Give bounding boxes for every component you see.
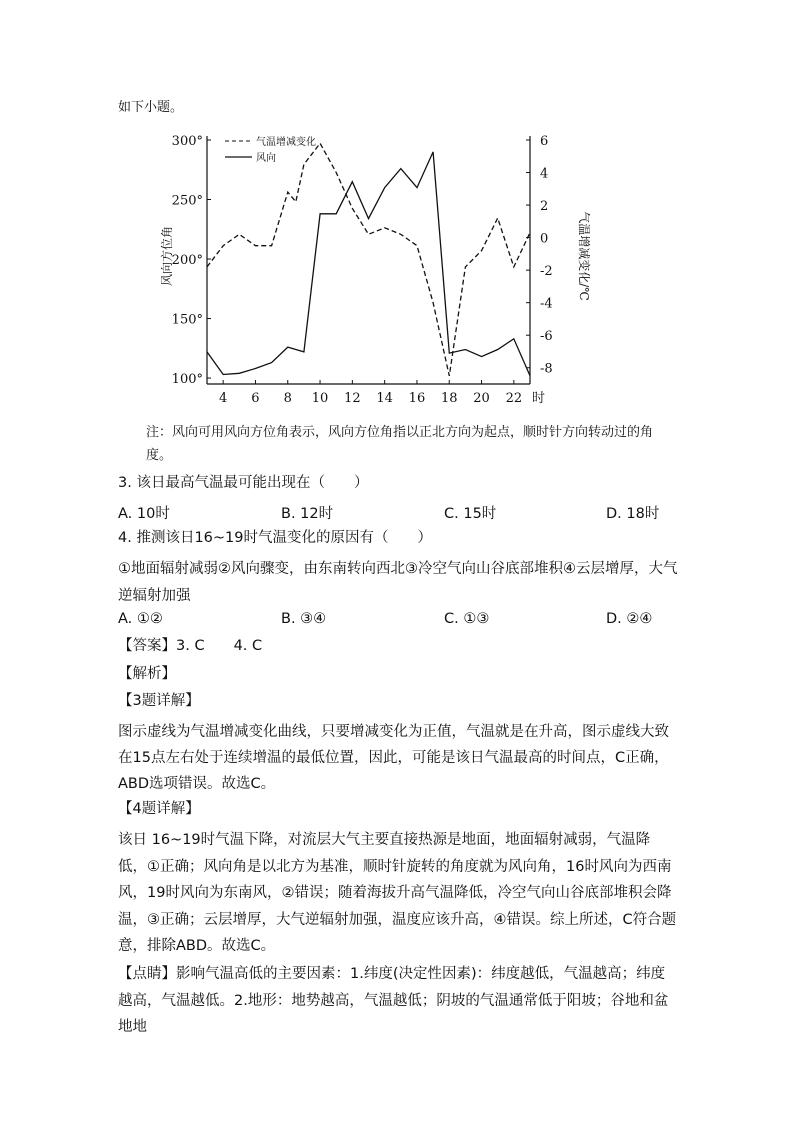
x-tick-label: 14	[376, 391, 393, 406]
q4-option-b: B. ③④	[281, 611, 327, 627]
left-tick-label: 100°	[171, 372, 203, 388]
detail-4-body: 该日 16~19时气温下降，对流层大气主要直接热源是地面，地面辐射减弱，气温降低，①正确；风向角是以北方为基准，顺时针旋转的角度就为风向角，16时风向为西南风，19时风向为东南风，②错误；随着海拔升高气温降低，冷空气向山谷底部堆积会降温，③正确；云层增厚，大气逆辐射加强，温度应该升高，④错误。综上所述，C符合题意，排除ABD。故选C。	[118, 832, 677, 954]
temp-change-line	[207, 143, 530, 376]
right-tick-label: -6	[540, 329, 553, 345]
left-tick-label: 200°	[171, 253, 203, 269]
chart-note: 注：风向可用风向方位角表示，风向方位角指以正北方向为起点，顺时针方向转动过的角度。	[146, 425, 654, 463]
tip-paragraph: 【点睛】影响气温高低的主要因素：1.纬度(决定性因素)：纬度越低，气温越高；纬度越高，气温越低。2.地形：地势越高，气温越低；阴坡的气温通常低于阳坡；谷地和盆地地	[118, 966, 669, 1035]
intro-text: 如下小题。	[118, 100, 184, 115]
left-tick-label: 250°	[171, 193, 203, 209]
legend-label-temp-change: 气温增减变化	[256, 137, 316, 148]
x-tick-label: 4	[219, 391, 228, 406]
left-tick-label: 300°	[171, 134, 203, 149]
legend-label-wind-direction: 风向	[256, 153, 276, 164]
x-tick-label: 20	[473, 391, 490, 406]
right-tick-label: 2	[540, 199, 549, 215]
wind-temperature-chart	[150, 128, 630, 413]
x-tick-label: 18	[440, 391, 458, 406]
detail-3-body: 图示虚线为气温增减变化曲线，只要增减变化为正值，气温就是在升高，图示虚线大致在15点左右处于连续增温的最低位置，因此，可能是该日气温最高的时间点，C正确，ABD选项错误。故选C。	[118, 724, 669, 792]
q3-option-b: B. 12时	[281, 506, 334, 522]
detail-3-heading: 【3题详解】	[118, 693, 200, 709]
x-tick-label: 10	[311, 391, 329, 406]
x-tick-label: 22	[505, 391, 523, 406]
answer-line: 【答案】3. C 4. C	[118, 638, 263, 654]
q4-option-d: D. ②④	[606, 611, 653, 627]
x-tick-label: 12	[344, 391, 361, 406]
q4-option-c: C. ①③	[444, 611, 490, 627]
wind-direction-line	[207, 152, 530, 376]
x-tick-label: 16	[408, 391, 426, 406]
right-tick-label: 6	[540, 134, 549, 149]
right-axis-title: 气温增减变化/℃	[577, 211, 591, 301]
left-axis-title: 风向方位角	[160, 225, 174, 287]
x-tick-label: 8	[283, 391, 292, 406]
right-tick-label: -8	[540, 361, 553, 377]
detail-4-heading: 【4题详解】	[118, 801, 200, 817]
left-tick-label: 150°	[171, 312, 203, 328]
question-4-stem: 4. 推测该日16~19时气温变化的原因有（ ）	[118, 530, 432, 546]
right-tick-label: 4	[540, 166, 549, 182]
question-3-stem: 3. 该日最高气温最可能出现在（ ）	[118, 475, 369, 491]
x-axis-unit: 时	[532, 391, 546, 406]
x-tick-label: 6	[251, 391, 260, 406]
q3-option-a: A. 10时	[118, 506, 170, 522]
q3-option-c: C. 15时	[444, 506, 497, 522]
question-4-items: ①地面辐射减弱②风向骤变，由东南转向西北③冷空气向山谷底部堆积④云层增厚，大气逆辐射加强	[118, 561, 678, 604]
q3-option-d: D. 18时	[606, 506, 660, 522]
analysis-heading: 【解析】	[118, 666, 176, 682]
right-tick-label: 0	[540, 231, 549, 247]
right-tick-label: -4	[540, 296, 553, 312]
right-tick-label: -2	[540, 264, 553, 280]
q4-option-a: A. ①②	[118, 611, 163, 627]
